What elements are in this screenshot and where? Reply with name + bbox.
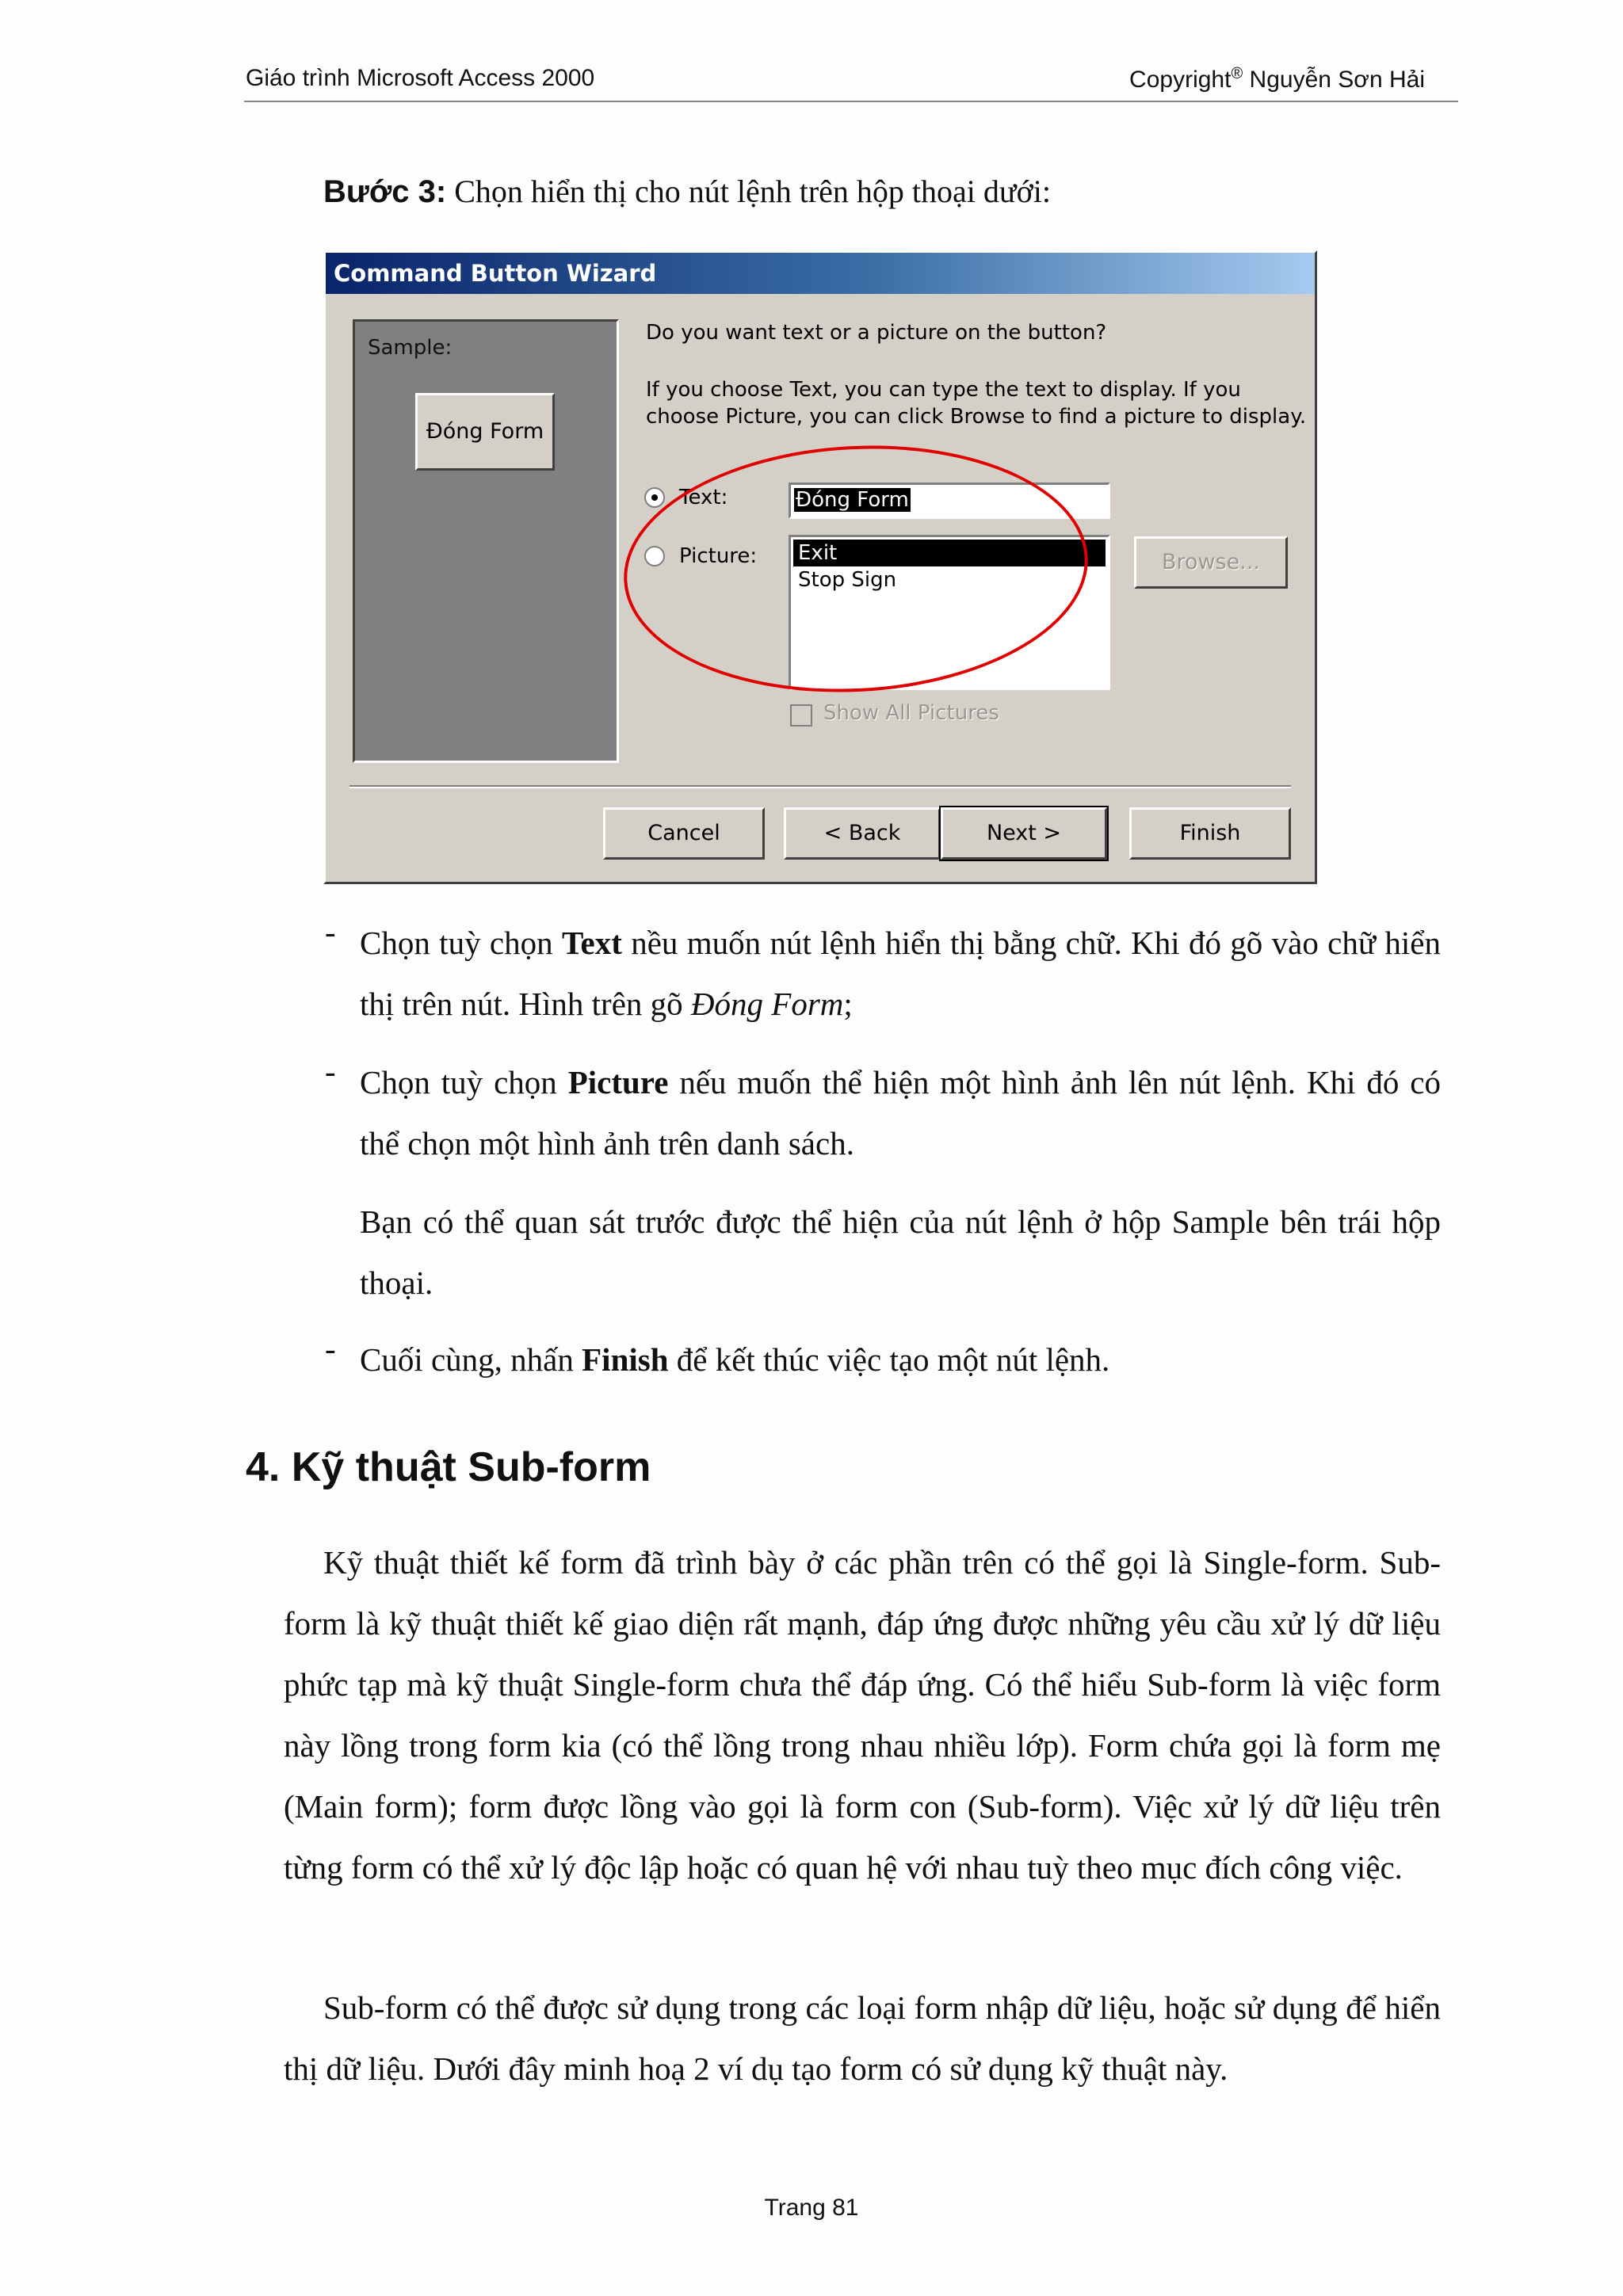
text-radio[interactable] xyxy=(644,487,665,508)
section-paragraph-1: Kỹ thuật thiết kế form đã trình bày ở các phần trên có thể gọi là Single-form. Sub-form là kỹ thuật thiết kế giao diện rất mạnh, đáp ứng được những yêu cầu xử lý dữ liệu phức tạp mà kỹ thuật Single-form chưa thể đáp ứng. Có thể hiểu Sub-form là việc form này lồng trong form kia (có thể lồng trong nhau nhiều lớp). Form chứa gọi là form mẹ (Main form); form được lồng vào gọi là form con (Sub-form). Việc xử lý dữ liệu trên từng form có thể xử lý độc lập hoặc có quan hệ với nhau tuỳ theo mục đích công việc. xyxy=(284,1544,1441,1886)
text-radio-label[interactable]: Text: xyxy=(679,486,728,509)
command-button-wizard-dialog xyxy=(323,250,1317,884)
copyright-text: Copyright xyxy=(1129,67,1232,93)
bullet-text-option xyxy=(360,913,1441,1035)
bullet-dash-1: - xyxy=(325,913,336,950)
dialog-separator xyxy=(349,785,1291,788)
page-number: Trang 81 xyxy=(764,2195,859,2221)
section-paragraph-2: Sub-form có thể được sử dụng trong các loại form nhập dữ liệu, hoặc sử dụng để hiển thị dữ liệu. Dưới đây minh hoạ 2 ví dụ tạo form có sử dụng kỹ thuật này. xyxy=(284,1989,1441,2087)
b2-post: nếu muốn thể hiện một hình ảnh lên nút lệnh. Khi đó có thể chọn một hình ảnh trên danh sách. xyxy=(360,1064,1441,1161)
b2-pre: Chọn tuỳ chọn xyxy=(360,1064,568,1100)
step-text: Chọn hiển thị cho nút lệnh trên hộp thoại dưới: xyxy=(446,174,1051,209)
author-name: Nguyễn Sơn Hải xyxy=(1243,67,1425,93)
header-rule xyxy=(244,101,1458,102)
b4-bold: Finish xyxy=(582,1341,669,1378)
sample-panel xyxy=(353,319,619,763)
section-heading: 4. Kỹ thuật Sub-form xyxy=(246,1444,651,1490)
bullet-dash-3: - xyxy=(325,1330,336,1367)
header-title: Giáo trình Microsoft Access 2000 xyxy=(246,65,595,91)
text-field-value: Đóng Form xyxy=(796,488,909,512)
b1-italic: Đóng Form xyxy=(690,986,844,1022)
sample-label: Sample: xyxy=(368,336,453,360)
dialog-hint-line2: choose Picture, you can click Browse to find a picture to display. xyxy=(646,405,1307,429)
picture-listbox[interactable] xyxy=(789,535,1110,690)
b4-pre: Cuối cùng, nhấn xyxy=(360,1341,582,1378)
text-field[interactable] xyxy=(789,482,1110,519)
next-button[interactable]: Next > xyxy=(941,807,1107,860)
b1-pre: Chọn tuỳ chọn xyxy=(360,925,562,961)
dialog-titlebar: Command Button Wizard xyxy=(326,253,1315,294)
sample-note: Bạn có thể quan sát trước được thể hiện của nút lệnh ở hộp Sample bên trái hộp thoại. xyxy=(360,1203,1441,1301)
show-all-pictures-checkbox[interactable] xyxy=(790,704,812,727)
browse-button[interactable]: Browse... xyxy=(1134,536,1288,589)
picture-radio-label[interactable]: Picture: xyxy=(679,544,758,568)
sample-button-preview: Đóng Form xyxy=(415,393,555,471)
cancel-button[interactable]: Cancel xyxy=(603,807,765,860)
step-line xyxy=(323,173,1051,210)
bullet-dash-2: - xyxy=(325,1053,336,1089)
list-item-exit[interactable]: Exit xyxy=(793,540,1106,566)
dialog-hint-line1: If you choose Text, you can type the text to display. If you xyxy=(646,378,1241,402)
show-all-pictures-label: Show All Pictures xyxy=(823,701,999,725)
bullet-finish xyxy=(360,1329,1441,1390)
finish-button[interactable]: Finish xyxy=(1129,807,1291,860)
dialog-question: Do you want text or a picture on the button? xyxy=(646,321,1107,345)
registered-mark: ® xyxy=(1231,65,1243,82)
header-copyright xyxy=(1129,65,1425,93)
b1-post: ; xyxy=(843,986,853,1022)
picture-radio[interactable] xyxy=(644,546,665,566)
back-button[interactable]: < Back xyxy=(784,807,941,860)
b2-bold: Picture xyxy=(567,1064,669,1100)
list-item-stop-sign[interactable]: Stop Sign xyxy=(798,568,897,592)
b1-bold: Text xyxy=(561,925,622,961)
step-label: Bước 3: xyxy=(323,174,447,209)
bullet-picture-option xyxy=(360,1052,1441,1174)
b4-post: để kết thúc việc tạo một nút lệnh. xyxy=(668,1341,1110,1378)
b1-mid: nều muốn nút lệnh hiển thị bằng chữ. Khi đó gõ vào chữ hiển thị trên nút. Hình trên gõ xyxy=(360,925,1442,1022)
